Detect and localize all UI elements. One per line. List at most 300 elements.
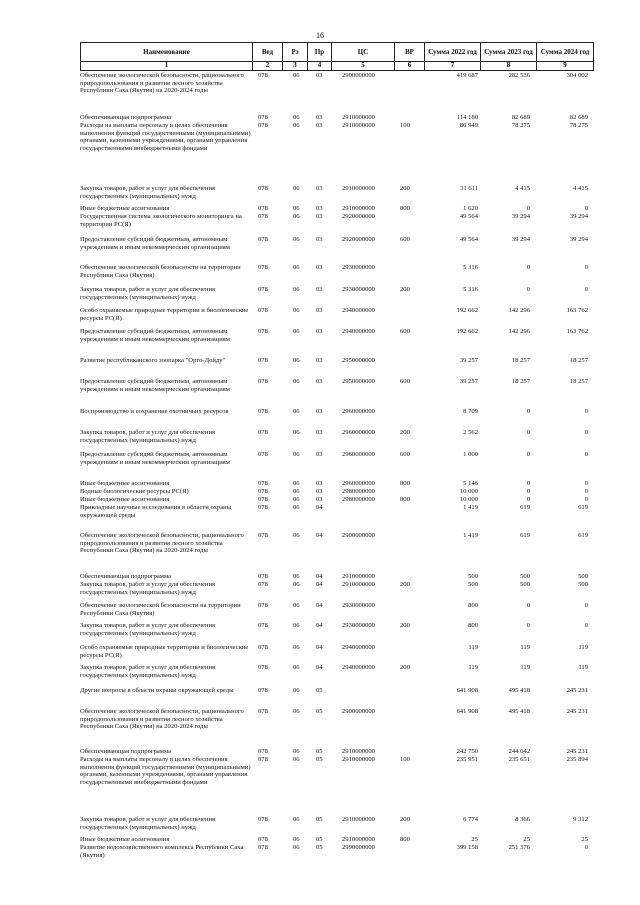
row-sum-2023: 619 [520,504,530,511]
row-pr: 03 [316,378,323,385]
row-sum-2024: 0 [584,286,588,293]
row-rz: 06 [293,213,300,220]
row-ved: 078 [258,532,268,539]
row-sum-2022: 8 709 [463,408,478,415]
row-name: Предоставление субсидий бюджетным, автономным учреждениям и иным некоммерческим организациям [80,236,230,251]
row-ved: 078 [258,185,268,192]
row-pr: 03 [316,72,323,79]
row-name: Обеспечение экологической безопасности, рационального природопользования и развития лесного хозяйства Республики Саха (Якутия) на 2020-2024 годы [80,532,244,555]
row-sum-2022: 39 257 [459,378,478,385]
header-pr: Пр [308,43,332,61]
row-cs: 2910000000 [342,114,375,121]
row-sum-2022: 5 316 [463,286,478,293]
row-sum-2023: 8 366 [515,816,530,823]
row-pr: 05 [316,844,323,851]
row-cs: 2940000000 [342,307,375,314]
row-sum-2023: 235 651 [508,756,530,763]
row-name: Обеспечение экологической безопасности, рационального природопользования и развития лесного хозяйства Республики Саха (Якутия) на 2020-2024 годы [80,708,244,731]
row-name: Развитие республиканского зоопарка "Орто-Дойду" [80,357,226,364]
row-vr: 100 [400,756,410,763]
row-sum-2024: 0 [584,602,588,609]
row-rz: 06 [293,496,300,503]
row-sum-2023: 500 [520,581,530,588]
row-sum-2024: 119 [578,644,588,651]
row-rz: 06 [293,122,300,129]
row-pr: 03 [316,429,323,436]
row-ved: 078 [258,581,268,588]
row-sum-2022: 2 562 [463,429,478,436]
row-name: Закупка товаров, работ и услуг для обеспечения государственных (муниципальных) нужд [80,664,216,679]
row-sum-2023: 142 296 [508,307,530,314]
row-pr: 05 [316,687,323,694]
row-sum-2024: 4 415 [573,185,588,192]
row-ved: 078 [258,573,268,580]
row-pr: 03 [316,488,323,495]
row-pr: 05 [316,708,323,715]
row-cs: 2910000000 [342,581,375,588]
row-pr: 05 [316,816,323,823]
row-rz: 06 [293,286,300,293]
row-sum-2023: 39 294 [511,236,530,243]
row-sum-2023: 0 [526,429,530,436]
row-sum-2024: 0 [584,205,588,212]
row-sum-2024: 235 894 [566,756,588,763]
row-sum-2022: 5 146 [463,480,478,487]
row-cs: 2910000000 [342,756,375,763]
row-sum-2022: 192 662 [456,307,478,314]
row-sum-2023: 0 [526,480,530,487]
row-cs: 2930000000 [342,602,375,609]
row-name: Предоставление субсидий бюджетным, автономным учреждениям и иным некоммерческим организациям [80,451,230,466]
col-number: 5 [332,61,395,70]
row-rz: 06 [293,328,300,335]
row-sum-2022: 399 158 [456,844,478,851]
row-vr: 800 [400,205,410,212]
row-sum-2024: 245 231 [566,748,588,755]
row-sum-2023: 142 296 [508,328,530,335]
row-cs: 2930000000 [342,264,375,271]
row-pr: 04 [316,602,323,609]
col-number: 7 [425,61,481,70]
row-ved: 078 [258,480,268,487]
row-sum-2024: 500 [578,573,588,580]
row-cs: 2940000000 [342,328,375,335]
row-cs: 2900000000 [342,708,375,715]
row-cs: 2900000000 [342,72,375,79]
row-sum-2024: 0 [584,488,588,495]
row-rz: 06 [293,480,300,487]
row-sum-2024: 0 [584,496,588,503]
row-rz: 06 [293,756,300,763]
header-cs: ЦС [332,43,395,61]
row-sum-2023: 25 [523,836,530,843]
row-vr: 200 [400,581,410,588]
row-rz: 06 [293,72,300,79]
row-sum-2023: 251 376 [508,844,530,851]
row-cs: 2950000000 [342,378,375,385]
row-cs: 2920000000 [342,213,375,220]
row-name: Закупка товаров, работ и услуг для обеспечения государственных (муниципальных) нужд [80,429,216,444]
row-vr: 800 [400,836,410,843]
row-sum-2024: 619 [578,532,588,539]
row-name: Иные бюджетные ассигнования [80,480,170,487]
row-rz: 06 [293,532,300,539]
row-sum-2024: 9 312 [573,816,588,823]
row-pr: 03 [316,307,323,314]
row-vr: 200 [400,429,410,436]
row-name: Воспроизводство и сохранение охотничьих ресурсов [80,408,229,415]
row-rz: 06 [293,488,300,495]
row-rz: 06 [293,573,300,580]
row-rz: 06 [293,602,300,609]
row-ved: 078 [258,429,268,436]
row-sum-2024: 0 [584,622,588,629]
row-sum-2023: 0 [526,602,530,609]
row-sum-2023: 0 [526,496,530,503]
row-cs: 2960000000 [342,408,375,415]
row-cs: 2930000000 [342,286,375,293]
row-pr: 04 [316,644,323,651]
row-rz: 06 [293,378,300,385]
row-ved: 078 [258,205,268,212]
row-sum-2022: 500 [468,581,478,588]
row-rz: 06 [293,708,300,715]
row-sum-2023: 39 294 [511,213,530,220]
row-sum-2022: 1 000 [463,451,478,458]
row-sum-2024: 245 231 [566,687,588,694]
row-sum-2023: 282 536 [508,72,530,79]
row-name: Закупка товаров, работ и услуг для обеспечения государственных (муниципальных) нужд [80,185,216,200]
col-number: 8 [481,61,537,70]
row-sum-2023: 495 418 [508,687,530,694]
row-sum-2022: 235 951 [456,756,478,763]
header-ved: Вед [253,43,283,61]
row-cs: 2910000000 [342,205,375,212]
row-sum-2022: 800 [468,602,478,609]
row-sum-2022: 31 611 [460,185,478,192]
row-ved: 078 [258,664,268,671]
row-ved: 078 [258,496,268,503]
row-ved: 078 [258,836,268,843]
row-name: Обеспечивающая подпрограмма [80,114,172,121]
row-pr: 03 [316,122,323,129]
row-sum-2023: 18 257 [511,378,530,385]
row-pr: 03 [316,408,323,415]
row-sum-2022: 800 [468,622,478,629]
row-vr: 800 [400,480,410,487]
row-name: Предоставление субсидий бюджетным, автономным учреждениям и иным некоммерческим организациям [80,378,230,393]
row-sum-2022: 10 000 [459,496,478,503]
row-pr: 03 [316,451,323,458]
row-rz: 06 [293,307,300,314]
row-sum-2022: 119 [468,644,478,651]
row-name: Водные биологические ресурсы РС(Я) [80,488,189,495]
row-sum-2022: 114 180 [456,114,478,121]
row-sum-2023: 0 [526,622,530,629]
row-rz: 06 [293,264,300,271]
row-pr: 03 [316,496,323,503]
row-sum-2024: 0 [584,480,588,487]
row-rz: 06 [293,236,300,243]
row-cs: 2910000000 [342,573,375,580]
row-cs: 2910000000 [342,816,375,823]
row-ved: 078 [258,328,268,335]
header-rz: Рз [283,43,308,61]
row-sum-2023: 0 [526,286,530,293]
row-sum-2022: 10 000 [459,488,478,495]
row-pr: 03 [316,357,323,364]
row-name: Обеспечение экологической безопасности на территории Республики Саха (Якутия) [80,602,241,617]
row-sum-2024: 0 [584,264,588,271]
col-number: 3 [283,61,308,70]
row-rz: 06 [293,748,300,755]
row-pr: 04 [316,532,323,539]
row-name: Иные бюджетные ассигнования [80,496,170,503]
row-pr: 03 [316,205,323,212]
row-vr: 600 [400,328,410,335]
row-rz: 06 [293,185,300,192]
row-cs: 2990000000 [342,844,375,851]
row-vr: 200 [400,185,410,192]
row-sum-2022: 500 [468,573,478,580]
row-sum-2022: 6 774 [463,816,478,823]
row-cs: 2940000000 [342,644,375,651]
row-ved: 078 [258,264,268,271]
row-sum-2024: 18 257 [569,357,588,364]
row-sum-2023: 0 [526,205,530,212]
row-sum-2024: 119 [578,664,588,671]
row-cs: 2980000000 [342,488,375,495]
row-sum-2024: 25 [581,836,588,843]
col-number: 9 [563,61,567,69]
row-ved: 078 [258,122,268,129]
row-sum-2024: 304 002 [566,72,588,79]
row-vr: 200 [400,286,410,293]
row-ved: 078 [258,451,268,458]
row-ved: 078 [258,708,268,715]
row-vr: 600 [400,236,410,243]
col-number: 2 [253,61,283,70]
row-ved: 078 [258,72,268,79]
row-rz: 06 [293,451,300,458]
col-number: 1 [81,61,253,70]
row-sum-2023: 119 [520,664,530,671]
row-sum-2023: 500 [520,573,530,580]
row-sum-2023: 0 [526,408,530,415]
row-rz: 06 [293,836,300,843]
row-sum-2022: 419 687 [456,72,478,79]
row-name: Иные бюджетные ассигнования [80,205,170,212]
row-ved: 078 [258,844,268,851]
row-ved: 078 [258,504,268,511]
row-ved: 078 [258,602,268,609]
row-sum-2023: 495 418 [508,708,530,715]
row-cs: 2960000000 [342,480,375,487]
row-ved: 078 [258,687,268,694]
row-name: Закупка товаров, работ и услуг для обеспечения государственных (муниципальных) нужд [80,581,216,596]
row-sum-2024: 18 257 [569,378,588,385]
row-sum-2022: 39 257 [459,357,478,364]
row-sum-2024: 245 231 [566,708,588,715]
row-pr: 05 [316,836,323,843]
row-rz: 06 [293,644,300,651]
row-sum-2023: 0 [526,488,530,495]
row-vr: 200 [400,664,410,671]
row-ved: 078 [258,756,268,763]
row-ved: 078 [258,357,268,364]
row-sum-2024: 39 294 [569,213,588,220]
row-name: Закупка товаров, работ и услуг для обеспечения государственных (муниципальных) нужд [80,286,216,301]
row-pr: 03 [316,480,323,487]
row-sum-2024: 619 [578,504,588,511]
row-sum-2022: 1 419 [463,504,478,511]
row-cs: 2940000000 [342,664,375,671]
col-number: 6 [395,61,425,70]
row-cs: 2910000000 [342,122,375,129]
row-ved: 078 [258,816,268,823]
row-cs: 2960000000 [342,451,375,458]
row-pr: 03 [316,114,323,121]
row-sum-2024: 163 762 [566,328,588,335]
row-pr: 04 [316,573,323,580]
row-sum-2024: 0 [584,451,588,458]
row-sum-2022: 25 [471,836,478,843]
row-rz: 06 [293,429,300,436]
row-name: Развитие водохозяйственного комплекса Республики Саха (Якутия) [80,844,244,859]
row-sum-2024: 500 [578,581,588,588]
row-pr: 05 [316,756,323,763]
row-cs: 2960000000 [342,429,375,436]
row-sum-2022: 1 419 [463,532,478,539]
row-name: Обеспечивающая подпрограмма [80,748,172,755]
header-name: Наименование [81,43,253,61]
row-name: Обеспечивающая подпрограмма [80,573,172,580]
row-cs: 2910000000 [342,836,375,843]
row-cs: 2920000000 [342,236,375,243]
row-rz: 06 [293,205,300,212]
row-name: Предоставление субсидий бюджетным, автономным учреждениям и иным некоммерческим организациям [80,328,230,343]
row-rz: 06 [293,114,300,121]
header-sum-2023: Сумма 2023 год [481,43,537,61]
row-cs: 2910000000 [342,185,375,192]
row-rz: 06 [293,504,300,511]
row-sum-2023: 18 257 [511,357,530,364]
row-vr: 200 [400,816,410,823]
row-vr: 600 [400,451,410,458]
row-sum-2023: 244 042 [508,748,530,755]
row-sum-2023: 619 [520,532,530,539]
row-sum-2024: 82 689 [569,114,588,121]
row-rz: 06 [293,844,300,851]
row-sum-2023: 4 415 [515,185,530,192]
row-name: Иные бюджетные ассигнования [80,836,170,843]
row-sum-2024: 39 294 [569,236,588,243]
page-number: 16 [316,31,324,40]
row-vr: 600 [400,378,410,385]
row-pr: 03 [316,286,323,293]
row-sum-2023: 78 275 [511,122,530,129]
row-rz: 06 [293,622,300,629]
row-ved: 078 [258,286,268,293]
row-pr: 03 [316,185,323,192]
row-sum-2024: 163 762 [566,307,588,314]
row-name: Расходы на выплаты персоналу в целях обеспечения выполнения функций государственными (муниципальными) органами, казенными учреждениями, органами управления государственными внебюджетными фондами [80,122,251,152]
row-name: Особо охраняемые природные территории и биологические ресурсы РС(Я) [80,307,249,322]
row-vr: 100 [400,122,410,129]
row-sum-2022: 641 908 [456,708,478,715]
row-ved: 078 [258,622,268,629]
row-sum-2024: 0 [584,408,588,415]
row-ved: 078 [258,408,268,415]
row-sum-2024: 0 [584,429,588,436]
row-ved: 078 [258,378,268,385]
row-cs: 2910000000 [342,748,375,755]
row-pr: 04 [316,581,323,588]
header-sum-2022: Сумма 2022 год [425,43,481,61]
row-name: Государственная система экологического мониторинга на территории РС(Я) [80,213,242,228]
row-sum-2024: 78 275 [569,122,588,129]
header-vr: ВР [395,43,425,61]
row-sum-2022: 242 750 [456,748,478,755]
row-pr: 03 [316,328,323,335]
row-sum-2022: 49 564 [459,213,478,220]
row-pr: 04 [316,504,323,511]
col-number: 4 [308,61,332,70]
row-name: Прикладные научные исследования в области охраны окружающей среды [80,504,232,519]
row-name: Расходы на выплаты персоналу в целях обеспечения выполнения функций государственными (муниципальными) органами, казенными учреждениями, органами управления государственными внебюджетными фондами [80,756,251,786]
row-name: Обеспечение экологической безопасности на территории Республики Саха (Якутия) [80,264,241,279]
row-vr: 200 [400,622,410,629]
row-sum-2022: 5 316 [463,264,478,271]
row-pr: 04 [316,622,323,629]
row-sum-2022: 641 908 [456,687,478,694]
table-header [80,42,594,62]
row-pr: 03 [316,236,323,243]
row-pr: 04 [316,664,323,671]
row-sum-2023: 119 [520,644,530,651]
row-sum-2022: 80 949 [459,122,478,129]
row-vr: 800 [400,496,410,503]
row-pr: 03 [316,264,323,271]
header-sum-2024: Сумма 2024 год [540,48,590,56]
row-rz: 06 [293,357,300,364]
row-rz: 06 [293,816,300,823]
row-name: Обеспечение экологической безопасности, рационального природопользования и развития лесного хозяйства Республики Саха (Якутия) на 2020-2024 годы [80,72,244,95]
row-cs: 2930000000 [342,622,375,629]
row-sum-2023: 0 [526,264,530,271]
row-ved: 078 [258,236,268,243]
row-sum-2022: 119 [468,664,478,671]
row-ved: 078 [258,748,268,755]
row-rz: 06 [293,581,300,588]
row-sum-2022: 192 662 [456,328,478,335]
row-name: Закупка товаров, работ и услуг для обеспечения государственных (муниципальных) нужд [80,816,216,831]
row-pr: 05 [316,748,323,755]
column-numbers [80,61,594,71]
row-cs: 2980000000 [342,496,375,503]
row-ved: 078 [258,213,268,220]
row-ved: 078 [258,488,268,495]
row-name: Закупка товаров, работ и услуг для обеспечения государственных (муниципальных) нужд [80,622,216,637]
row-sum-2022: 1 620 [463,205,478,212]
row-cs: 2900000000 [342,532,375,539]
row-pr: 03 [316,213,323,220]
row-name: Другие вопросы в области охраны окружающей среды [80,687,234,694]
row-sum-2023: 0 [526,451,530,458]
row-sum-2023: 82 689 [511,114,530,121]
row-rz: 06 [293,687,300,694]
row-rz: 06 [293,408,300,415]
